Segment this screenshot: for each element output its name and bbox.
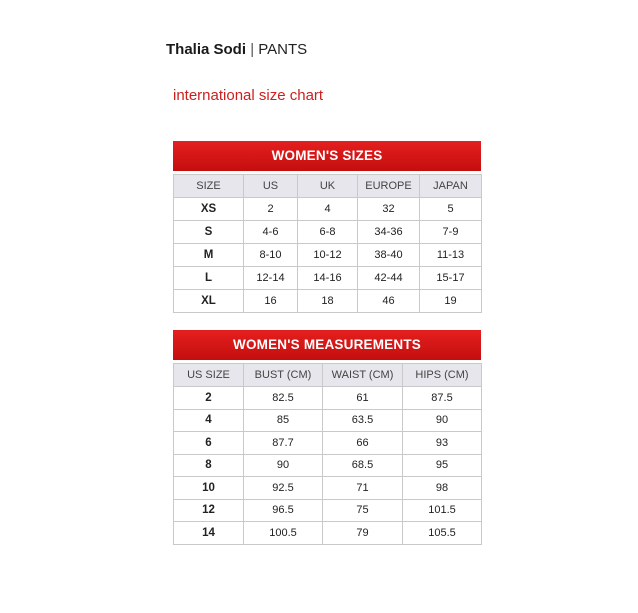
size-label: 6 bbox=[174, 432, 244, 455]
size-label: 14 bbox=[174, 522, 244, 545]
size-label: 2 bbox=[174, 387, 244, 410]
table-cell: 16 bbox=[244, 290, 298, 313]
table-cell: 12-14 bbox=[244, 267, 298, 290]
table-header-row bbox=[174, 364, 482, 387]
column-header: US bbox=[244, 175, 298, 198]
table-row bbox=[174, 267, 482, 290]
womens-measurements-chart bbox=[173, 330, 481, 545]
column-header: UK bbox=[298, 175, 358, 198]
table-cell: 87.5 bbox=[403, 387, 482, 410]
table-cell: 5 bbox=[420, 198, 482, 221]
table-row bbox=[174, 409, 482, 432]
table-row bbox=[174, 522, 482, 545]
title-separator: | bbox=[250, 41, 255, 58]
column-header: HIPS (CM) bbox=[403, 364, 482, 387]
column-header: WAIST (CM) bbox=[323, 364, 403, 387]
brand-name: Thalia Sodi bbox=[166, 41, 247, 58]
table-cell: 34-36 bbox=[358, 221, 420, 244]
table-cell: 42-44 bbox=[358, 267, 420, 290]
womens-measurements-banner: WOMEN'S MEASUREMENTS bbox=[173, 330, 481, 360]
table-cell: 11-13 bbox=[420, 244, 482, 267]
table-cell: 71 bbox=[323, 477, 403, 500]
table-cell: 4 bbox=[298, 198, 358, 221]
table-row bbox=[174, 454, 482, 477]
table-cell: 8-10 bbox=[244, 244, 298, 267]
table-row bbox=[174, 221, 482, 244]
table-row bbox=[174, 477, 482, 500]
table-cell: 15-17 bbox=[420, 267, 482, 290]
table-cell: 63.5 bbox=[323, 409, 403, 432]
size-label: XL bbox=[174, 290, 244, 313]
table-cell: 92.5 bbox=[244, 477, 323, 500]
table-cell: 79 bbox=[323, 522, 403, 545]
size-label: M bbox=[174, 244, 244, 267]
table-cell: 19 bbox=[420, 290, 482, 313]
womens-sizes-chart bbox=[173, 141, 481, 313]
table-cell: 96.5 bbox=[244, 499, 323, 522]
size-label: 10 bbox=[174, 477, 244, 500]
size-label: 12 bbox=[174, 499, 244, 522]
womens-measurements-table bbox=[173, 363, 482, 545]
table-cell: 46 bbox=[358, 290, 420, 313]
page-title bbox=[166, 41, 307, 58]
table-cell: 100.5 bbox=[244, 522, 323, 545]
table-cell: 82.5 bbox=[244, 387, 323, 410]
table-cell: 2 bbox=[244, 198, 298, 221]
size-label: L bbox=[174, 267, 244, 290]
column-header: EUROPE bbox=[358, 175, 420, 198]
table-cell: 7-9 bbox=[420, 221, 482, 244]
table-cell: 95 bbox=[403, 454, 482, 477]
table-cell: 38-40 bbox=[358, 244, 420, 267]
table-cell: 105.5 bbox=[403, 522, 482, 545]
table-cell: 98 bbox=[403, 477, 482, 500]
table-cell: 101.5 bbox=[403, 499, 482, 522]
column-header: JAPAN bbox=[420, 175, 482, 198]
size-label: 4 bbox=[174, 409, 244, 432]
table-row bbox=[174, 432, 482, 455]
table-row bbox=[174, 244, 482, 267]
table-row bbox=[174, 387, 482, 410]
table-row bbox=[174, 499, 482, 522]
product-category: PANTS bbox=[258, 41, 308, 58]
table-cell: 90 bbox=[403, 409, 482, 432]
size-label: 8 bbox=[174, 454, 244, 477]
table-cell: 66 bbox=[323, 432, 403, 455]
column-header: BUST (CM) bbox=[244, 364, 323, 387]
table-cell: 4-6 bbox=[244, 221, 298, 244]
chart-subtitle: international size chart bbox=[173, 87, 324, 104]
womens-sizes-table bbox=[173, 174, 482, 313]
column-header: US SIZE bbox=[174, 364, 244, 387]
table-cell: 90 bbox=[244, 454, 323, 477]
table-cell: 68.5 bbox=[323, 454, 403, 477]
size-label: S bbox=[174, 221, 244, 244]
table-cell: 18 bbox=[298, 290, 358, 313]
table-cell: 75 bbox=[323, 499, 403, 522]
table-header-row bbox=[174, 175, 482, 198]
column-header: SIZE bbox=[174, 175, 244, 198]
table-cell: 10-12 bbox=[298, 244, 358, 267]
table-cell: 87.7 bbox=[244, 432, 323, 455]
table-cell: 85 bbox=[244, 409, 323, 432]
size-label: XS bbox=[174, 198, 244, 221]
table-cell: 6-8 bbox=[298, 221, 358, 244]
table-cell: 32 bbox=[358, 198, 420, 221]
table-cell: 61 bbox=[323, 387, 403, 410]
womens-sizes-banner: WOMEN'S SIZES bbox=[173, 141, 481, 171]
table-cell: 14-16 bbox=[298, 267, 358, 290]
table-row bbox=[174, 290, 482, 313]
table-cell: 93 bbox=[403, 432, 482, 455]
table-row bbox=[174, 198, 482, 221]
